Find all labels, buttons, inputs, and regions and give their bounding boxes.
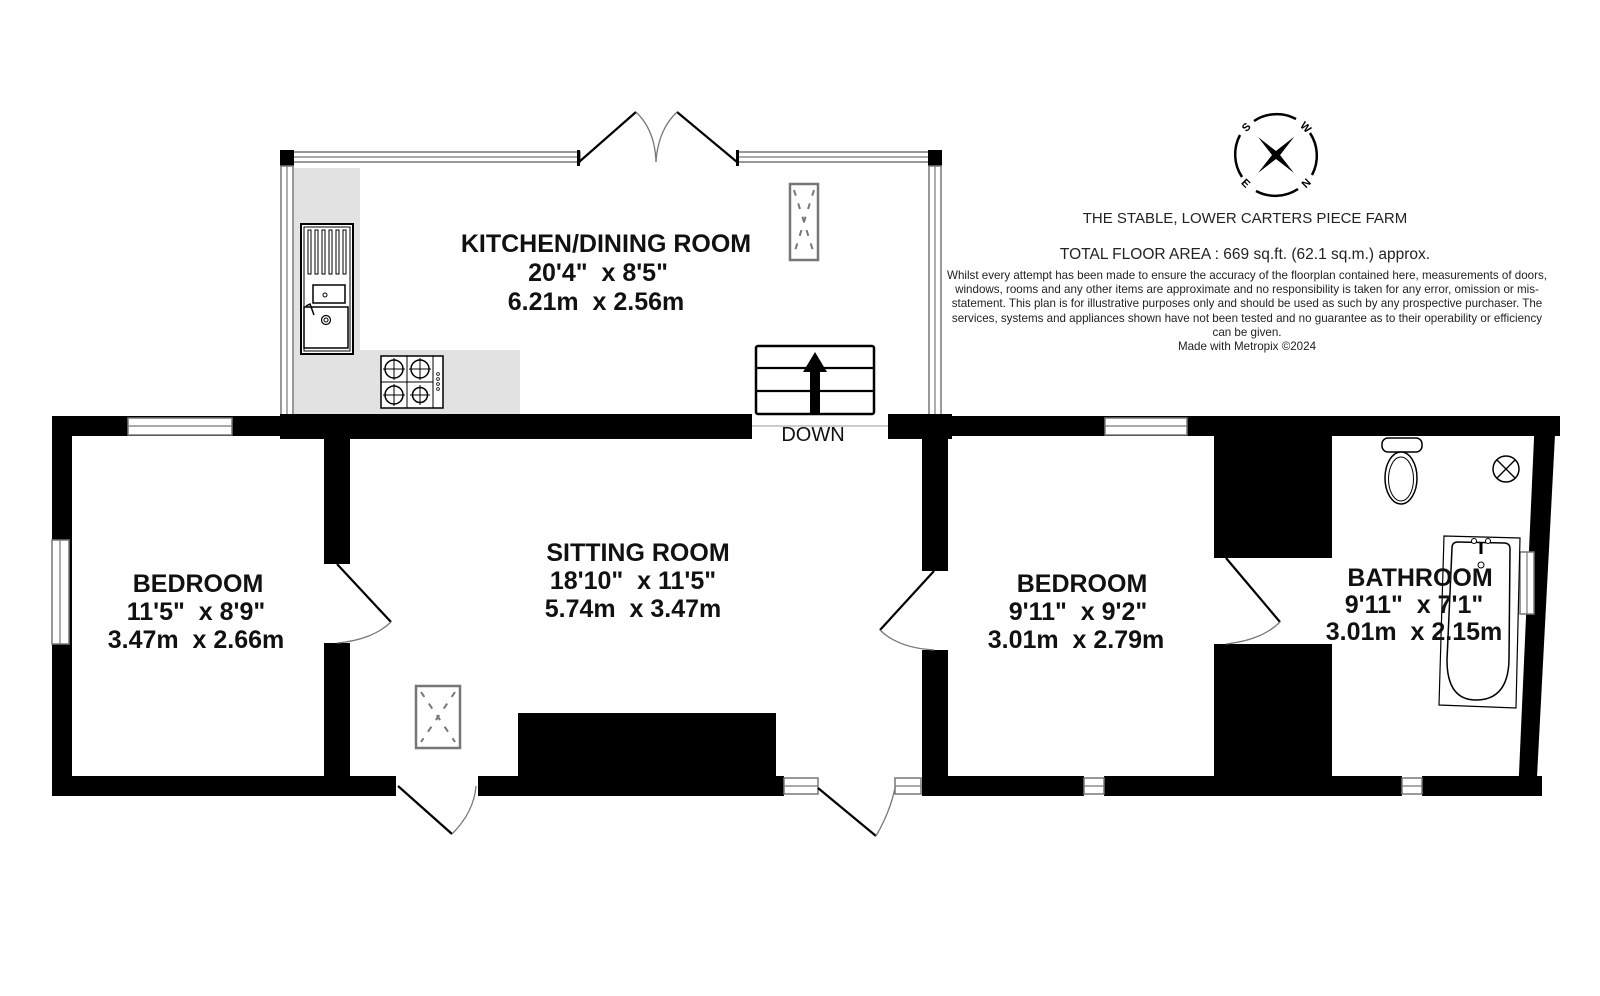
disclaimer-text: Whilst every attempt has been made to ensure the accuracy of the floorplan contained here, measurements of doors, windows, rooms and any other items are approximate and no responsibility is taken for any error, omission or mis-statement. This plan is for illustrative purposes only and should be used as such by any prospective purchaser. The services, systems and appliances shown have not been tested and no guarantee as to their operability or efficiency can be given. <box>947 269 1547 339</box>
total-floor-area: TOTAL FLOOR AREA : 669 sq.ft. (62.1 sq.m.) approx. <box>1059 246 1431 263</box>
room-name-bedroom-1: BEDROOM <box>132 570 264 598</box>
skylight-icon <box>416 686 460 748</box>
property-title: THE STABLE, LOWER CARTERS PIECE FARM <box>1082 210 1408 227</box>
room-dims-imperial-kitchen: 20'4" x 8'5" <box>528 259 668 287</box>
chimney-breast <box>518 713 776 783</box>
compass-label-w: W <box>1297 119 1314 136</box>
room-dims-metric-bedroom-1: 3.47m x 2.66m <box>107 626 285 654</box>
room-dims-imperial-bedroom-2: 9'11" x 9'2" <box>1008 598 1148 626</box>
disclaimer <box>945 269 1549 354</box>
room-dims-metric-bedroom-2: 3.01m x 2.79m <box>987 626 1165 654</box>
room-dims-metric-kitchen: 6.21m x 2.56m <box>507 288 685 316</box>
toilet-icon <box>1382 438 1422 504</box>
room-name-kitchen: KITCHEN/DINING ROOM <box>460 230 752 258</box>
room-dims-imperial-bedroom-1: 11'5" x 8'9" <box>126 598 266 626</box>
compass-label-n: N <box>1299 176 1314 191</box>
compass-rose-icon <box>1235 114 1317 196</box>
sink-icon <box>301 224 353 354</box>
credit-text: Made with Metropix ©2024 <box>1177 340 1317 354</box>
room-name-bedroom-2: BEDROOM <box>1016 570 1148 598</box>
compass-label-s: S <box>1239 120 1254 135</box>
stairs-icon <box>756 346 874 414</box>
french-doors <box>577 112 739 166</box>
stairs-down-label: DOWN <box>781 424 845 446</box>
room-name-sitting: SITTING ROOM <box>546 539 730 567</box>
extractor-fan-icon <box>1493 456 1519 482</box>
walls <box>52 414 1560 796</box>
room-dims-imperial-sitting: 18'10" x 11'5" <box>549 567 717 595</box>
skylight-icon <box>790 184 818 260</box>
hob-icon <box>381 356 443 408</box>
room-name-bathroom: BATHROOM <box>1347 564 1493 592</box>
room-dims-metric-bathroom: 3.01m x 2.15m <box>1325 618 1503 646</box>
room-dims-imperial-bathroom: 9'11" x 7'1" <box>1344 591 1484 619</box>
room-dims-metric-sitting: 5.74m x 3.47m <box>544 595 722 623</box>
compass-label-e: E <box>1238 176 1253 191</box>
